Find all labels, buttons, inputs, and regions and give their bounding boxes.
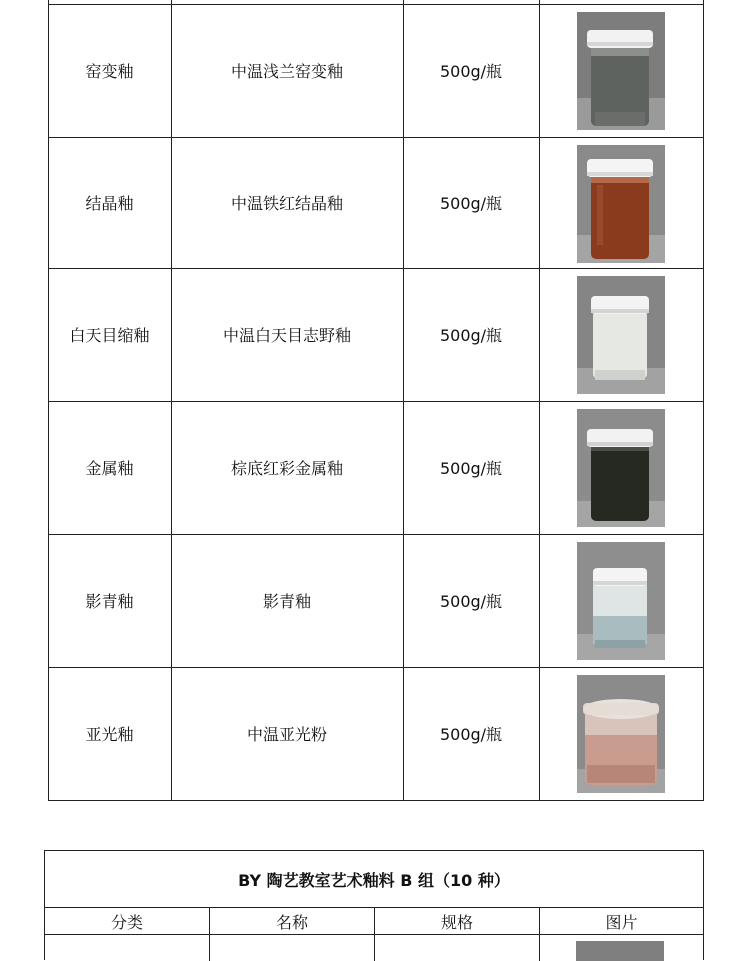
white-glaze-jar-image <box>577 276 665 394</box>
glaze-category: 亚光釉 <box>85 725 134 744</box>
partial-jar-image <box>576 941 664 961</box>
matte-pink-glaze-jar-image <box>577 675 665 793</box>
glaze-name: 中温浅兰窑变釉 <box>230 62 343 81</box>
gray-glaze-jar-image <box>577 12 665 130</box>
glaze-category: 白天目缩釉 <box>69 326 150 345</box>
glaze-category: 影青釉 <box>85 592 134 611</box>
table-b-header-category: 分类 <box>110 912 143 932</box>
black-metallic-glaze-jar-image <box>577 409 665 527</box>
table-b-header-spec: 规格 <box>440 912 473 932</box>
glaze-table-b <box>44 850 704 960</box>
glaze-name: 中温铁红结晶釉 <box>230 194 343 213</box>
glaze-spec: 500g/瓶 <box>439 326 503 345</box>
table-b-header-image: 图片 <box>605 912 638 932</box>
table-b-header-name: 名称 <box>275 912 308 932</box>
glaze-spec: 500g/瓶 <box>439 62 503 81</box>
glaze-spec: 500g/瓶 <box>439 194 503 213</box>
table-b-title: BY 陶艺教室艺术釉料 B 组（10 种） <box>238 870 510 890</box>
glaze-spec: 500g/瓶 <box>439 592 503 611</box>
celadon-glaze-jar-image <box>577 542 665 660</box>
glaze-category: 窑变釉 <box>85 62 134 81</box>
table-a-row-divider <box>48 800 704 801</box>
glaze-spec: 500g/瓶 <box>439 725 503 744</box>
glaze-spec: 500g/瓶 <box>439 459 503 478</box>
glaze-name: 中温亚光粉 <box>246 725 327 744</box>
iron-red-glaze-jar-image <box>577 145 665 263</box>
glaze-category: 结晶釉 <box>85 194 134 213</box>
glaze-name: 中温白天目志野釉 <box>222 326 351 345</box>
glaze-name: 棕底红彩金属釉 <box>230 459 343 478</box>
glaze-category: 金属釉 <box>85 459 134 478</box>
glaze-name: 影青釉 <box>262 592 311 611</box>
